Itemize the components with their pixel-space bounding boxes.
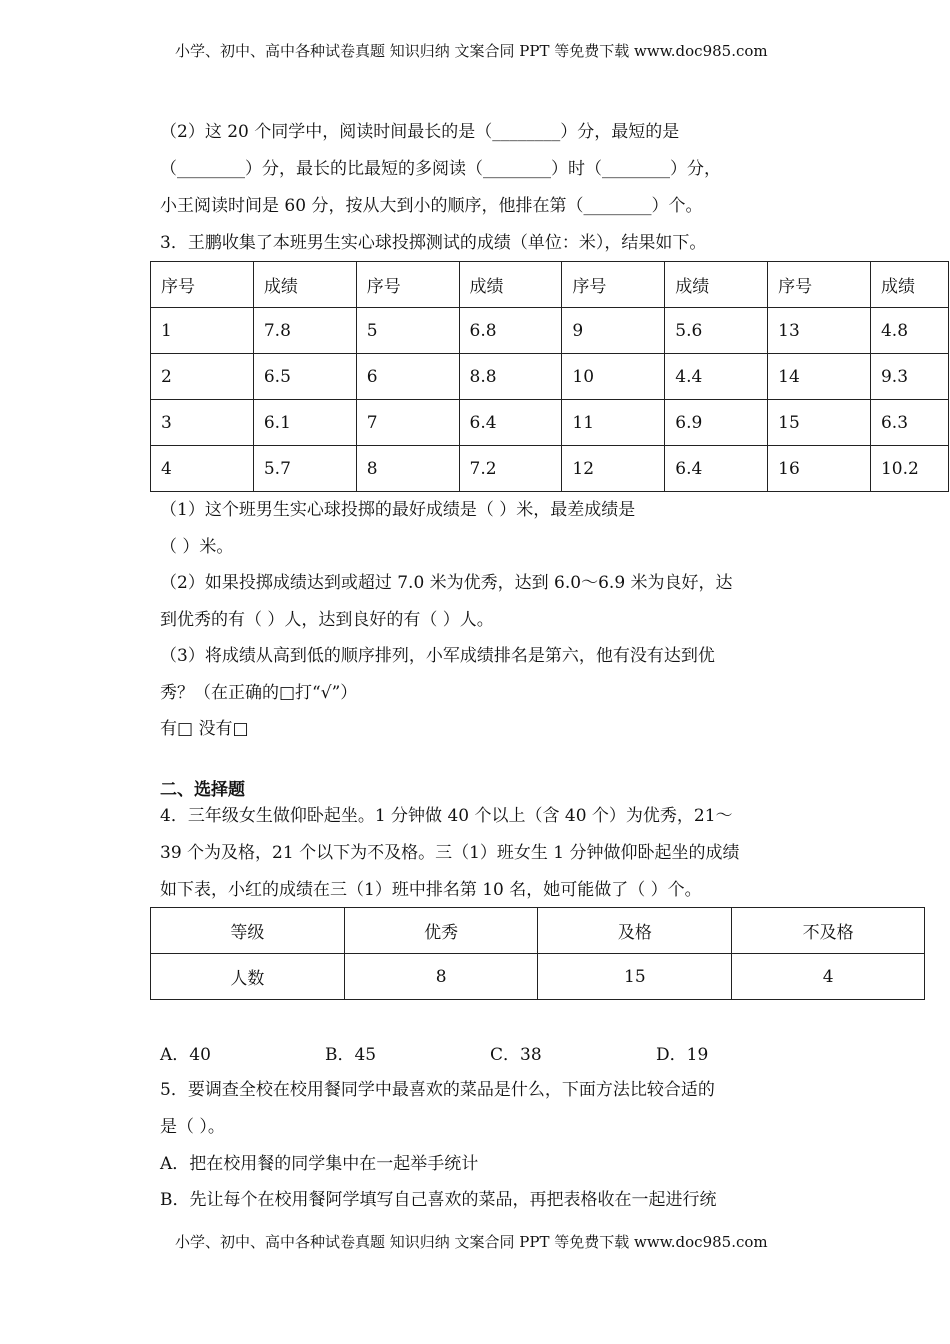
question-line: 5．要调查全校在校用餐同学中最喜欢的菜品是什么，下面方法比较合适的 [160,1080,715,1100]
table-cell: 2 [151,354,254,400]
table-cell: 8 [356,446,459,492]
question-line: 小王阅读时间是 60 分，按从大到小的顺序，他排在第（________）个。 [160,196,703,216]
table-cell: 16 [768,446,871,492]
question-line: 4．三年级女生做仰卧起坐。1 分钟做 40 个以上（含 40 个）为优秀，21～ [160,806,733,826]
question-line: （3）将成绩从高到低的顺序排列，小军成绩排名是第六，他有没有达到优 [160,646,715,666]
table-header-cell: 成绩 [253,262,356,308]
option-d: D．19 [656,1045,709,1065]
table-cell: 6 [356,354,459,400]
question-line: 如下表，小红的成绩在三（1）班中排名第 10 名，她可能做了（ ）个。 [160,880,702,900]
table-cell: 人数 [151,954,345,1000]
option-b: B．先让每个在校用餐阿学填写自己喜欢的菜品，再把表格收在一起进行统 [160,1190,717,1210]
table-cell: 8 [344,954,538,1000]
table-header-cell: 优秀 [344,908,538,954]
table-cell: 6.4 [459,400,562,446]
table-header-cell: 序号 [562,262,665,308]
table-cell: 1 [151,308,254,354]
table-cell: 15 [538,954,732,1000]
table-header-cell: 序号 [356,262,459,308]
table-cell: 4 [151,446,254,492]
table-cell: 15 [768,400,871,446]
table-cell: 4.8 [870,308,948,354]
table-header-row [151,262,949,308]
table-row [151,954,925,1000]
table-cell: 8.8 [459,354,562,400]
page-footer: 小学、初中、高中各种试卷真题 知识归纳 文案合同 PPT 等免费下载 www.doc985.com [175,1233,768,1251]
option-b: B．45 [325,1045,377,1065]
table-cell: 7.2 [459,446,562,492]
option-c: C．38 [490,1045,542,1065]
table-cell: 5.6 [665,308,768,354]
table-row [151,446,949,492]
table-cell: 4 [732,954,925,1000]
table-cell: 5.7 [253,446,356,492]
question-line: 是（ ）。 [160,1117,225,1137]
checkbox-options: 有□ 没有□ [160,719,249,739]
page-header: 小学、初中、高中各种试卷真题 知识归纳 文案合同 PPT 等免费下载 www.doc985.com [175,42,768,60]
table-cell: 6.8 [459,308,562,354]
table-cell: 13 [768,308,871,354]
question-line: 秀？（在正确的□打“√”） [160,683,358,703]
table-cell: 7 [356,400,459,446]
table-header-cell: 成绩 [665,262,768,308]
table-cell: 5 [356,308,459,354]
question-line: （1）这个班男生实心球投掷的最好成绩是（ ）米，最差成绩是 [160,500,636,520]
question-3-title: 3．王鹏收集了本班男生实心球投掷测试的成绩（单位：米），结果如下。 [160,233,707,253]
table-row [151,308,949,354]
table-cell: 4.4 [665,354,768,400]
table-cell: 6.1 [253,400,356,446]
option-a: A．40 [160,1045,211,1065]
table-cell: 3 [151,400,254,446]
table-header-cell: 及格 [538,908,732,954]
question-line: 39 个为及格，21 个以下为不及格。三（1）班女生 1 分钟做仰卧起坐的成绩 [160,843,740,863]
table-row [151,400,949,446]
table-cell: 6.4 [665,446,768,492]
situp-grade-table [150,907,925,1000]
table-cell: 9 [562,308,665,354]
table-cell: 10 [562,354,665,400]
section-title: 二、选择题 [160,780,245,800]
table-header-cell: 成绩 [459,262,562,308]
question-line: （2）如果投掷成绩达到或超过 7.0 米为优秀，达到 6.0～6.9 米为良好，达 [160,573,733,593]
question-line: （2）这 20 个同学中，阅读时间最长的是（________）分，最短的是 [160,122,680,142]
table-header-row [151,908,925,954]
table-cell: 14 [768,354,871,400]
table-cell: 6.5 [253,354,356,400]
table-cell: 6.9 [665,400,768,446]
table-header-cell: 成绩 [870,262,948,308]
shotput-results-table [150,261,949,492]
table-cell: 9.3 [870,354,948,400]
table-header-cell: 序号 [151,262,254,308]
table-row [151,354,949,400]
table-cell: 10.2 [870,446,948,492]
table-cell: 6.3 [870,400,948,446]
question-line: （________）分，最长的比最短的多阅读（________）时（________）分， [160,159,721,179]
table-cell: 7.8 [253,308,356,354]
table-header-cell: 序号 [768,262,871,308]
table-cell: 12 [562,446,665,492]
table-cell: 11 [562,400,665,446]
table-header-cell: 不及格 [732,908,925,954]
option-a: A．把在校用餐的同学集中在一起举手统计 [160,1154,479,1174]
question-line: （ ）米。 [160,537,234,557]
table-header-cell: 等级 [151,908,345,954]
question-line: 到优秀的有（ ）人，达到良好的有（ ）人。 [160,610,494,630]
